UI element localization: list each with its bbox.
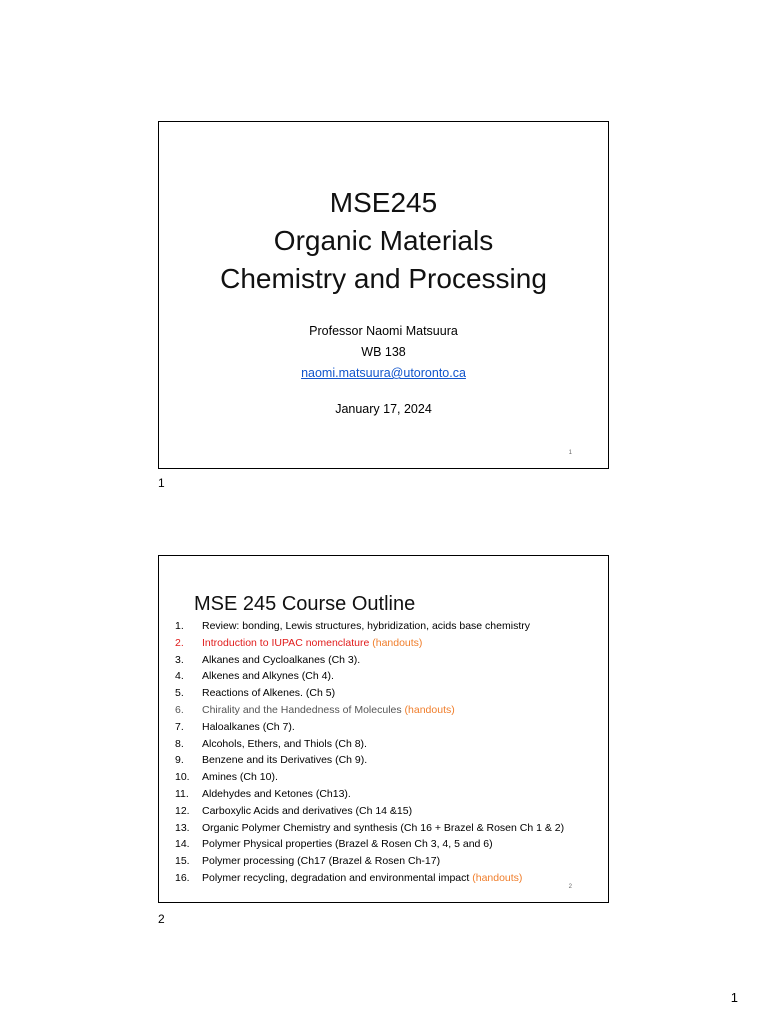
title-line-3: Chemistry and Processing xyxy=(220,263,547,294)
outline-item-number: 6. xyxy=(175,703,184,716)
outline-item xyxy=(175,668,564,685)
outline-item xyxy=(175,736,564,753)
outline-item-text: Polymer processing (Ch17 (Brazel & Rosen Ch-17) xyxy=(202,855,441,868)
outline-item-text: Alkanes and Cycloalkanes (Ch 3). xyxy=(202,653,361,666)
slide-number: 1 xyxy=(568,450,572,456)
lecture-date: January 17, 2024 xyxy=(335,402,432,416)
outline-item-text: Alcohols, Ethers, and Thiols (Ch 8). xyxy=(202,737,367,750)
outline-item xyxy=(175,635,564,652)
outline-item-text: Chirality and the Handedness of Molecules xyxy=(202,703,405,716)
outline-item xyxy=(175,836,564,853)
outline-item-text: Alkenes and Alkynes (Ch 4). xyxy=(202,670,334,683)
outline-item-text: Aldehydes and Ketones (Ch13). xyxy=(202,787,351,800)
outline-item-text: Organic Polymer Chemistry and synthesis (Ch 16 + Brazel & Rosen Ch 1 & 2) xyxy=(202,821,565,834)
outline-item-number: 10. xyxy=(175,771,190,784)
outline-item-number: 11. xyxy=(175,787,189,800)
outline-item-number: 2. xyxy=(175,636,184,649)
handouts-note: (handouts) xyxy=(404,703,455,716)
outline-item-number: 15. xyxy=(175,855,190,868)
document-page-number: 1 xyxy=(730,990,738,1005)
outline-item-number: 7. xyxy=(175,720,184,733)
slide-1 xyxy=(158,121,609,469)
handouts-note: (handouts) xyxy=(472,871,523,884)
outline-item-number: 13. xyxy=(175,821,190,834)
outline-item xyxy=(175,652,564,669)
outline-item-text: Introduction to IUPAC nomenclature xyxy=(202,636,373,649)
outline-item xyxy=(175,803,564,820)
outline-item xyxy=(175,769,564,786)
outline-item xyxy=(175,786,564,803)
outline-item xyxy=(175,820,564,837)
outline-item-number: 3. xyxy=(175,653,184,666)
outline-item-number: 1. xyxy=(175,620,184,632)
outline-item-number: 12. xyxy=(175,804,190,817)
outline-item-text: Carboxylic Acids and derivatives (Ch 14 &15) xyxy=(202,804,413,817)
title-line-2: Organic Materials xyxy=(273,225,494,256)
slide-2-page-label: 2 xyxy=(158,912,165,926)
instructor-info xyxy=(159,321,608,384)
outline-item-text: Polymer recycling, degradation and environmental impact xyxy=(202,871,473,884)
slide-2 xyxy=(158,555,609,903)
outline-item-number: 8. xyxy=(175,737,184,750)
professor-name: Professor Naomi Matsuura xyxy=(309,324,458,338)
outline-item-number: 16. xyxy=(175,871,190,884)
slide-number: 2 xyxy=(568,884,572,890)
email-link[interactable]: naomi.matsuura@utoronto.ca xyxy=(301,366,466,380)
outline-item xyxy=(175,719,564,736)
outline-item-text: Benzene and its Derivatives (Ch 9). xyxy=(202,754,368,767)
outline-item-text: Review: bonding, Lewis structures, hybridization, acids base chemistry xyxy=(202,620,530,632)
slide-2-title: MSE 245 Course Outline xyxy=(194,593,416,615)
title-line-course-code: MSE245 xyxy=(329,187,438,218)
outline-item-text: Amines (Ch 10). xyxy=(202,771,278,784)
outline-item-number: 14. xyxy=(175,838,190,851)
outline-item-number: 5. xyxy=(175,687,184,700)
outline-item-number: 9. xyxy=(175,754,184,767)
outline-item xyxy=(175,752,564,769)
outline-item xyxy=(175,870,564,887)
outline-item-text: Haloalkanes (Ch 7). xyxy=(202,720,295,733)
slide-1-page-label: 1 xyxy=(158,476,165,490)
office-location: WB 138 xyxy=(361,345,406,359)
outline-item-text: Polymer Physical properties (Brazel & Rosen Ch 3, 4, 5 and 6) xyxy=(202,838,493,851)
outline-item xyxy=(175,853,564,870)
handouts-note: (handouts) xyxy=(372,636,423,649)
outline-item-number: 4. xyxy=(175,670,184,683)
outline-item-text: Reactions of Alkenes. (Ch 5) xyxy=(202,687,336,700)
course-outline-list xyxy=(175,618,564,887)
outline-item xyxy=(175,618,564,635)
outline-item xyxy=(175,702,564,719)
outline-item xyxy=(175,685,564,702)
slide-1-title xyxy=(159,184,608,298)
